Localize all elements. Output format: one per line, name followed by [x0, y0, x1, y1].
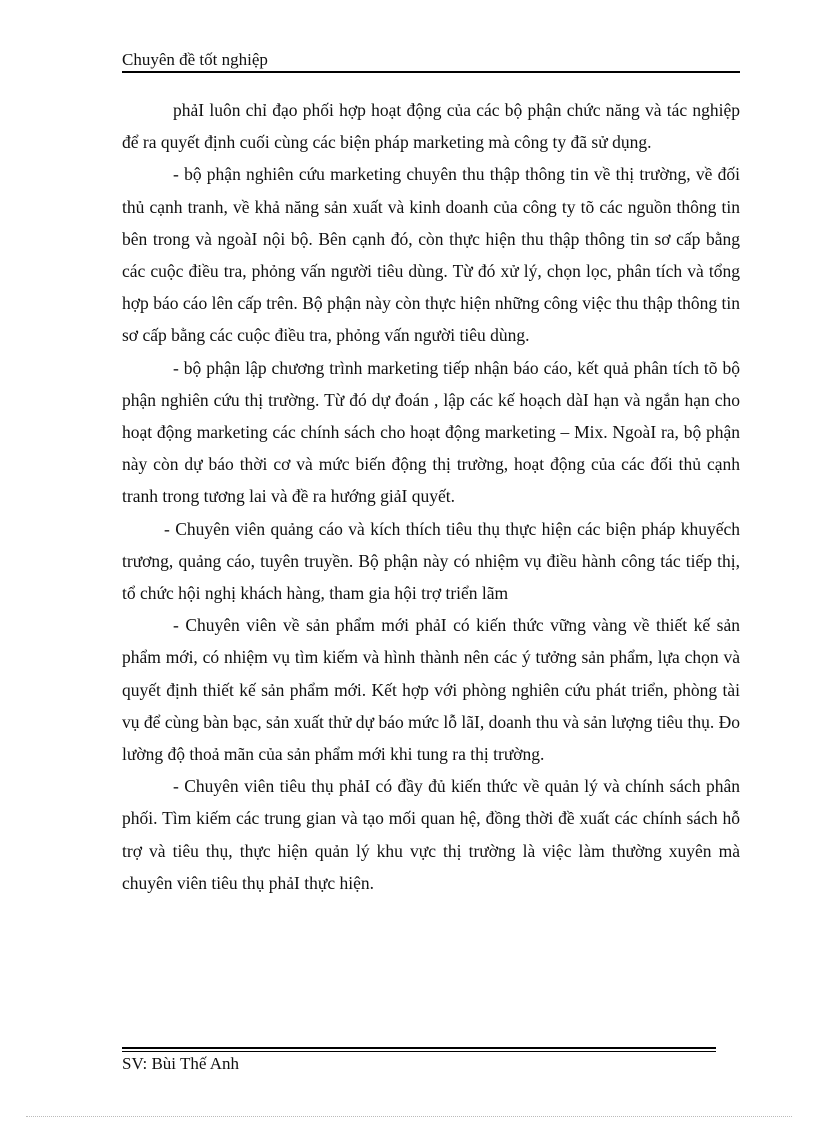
- page-header-title: Chuyên đề tốt nghiệp: [122, 50, 268, 69]
- paragraph: - bộ phận nghiên cứu marketing chuyên thu thập thông tin về thị trường, về đối thủ cạnh tranh, về khả năng sản xuất và kinh doanh của công ty tõ các nguồn thông tin bên trong và ngoàI nội bộ. Bên cạnh đó, còn thực hiện thu thập thông tin sơ cấp bằng các cuộc điều tra, phỏng vấn người tiêu dùng. Từ đó xử lý, chọn lọc, phân tích và tổng hợp báo cáo lên cấp trên. Bộ phận này còn thực hiện những công việc thu thập thông tin sơ cấp bằng các cuộc điều tra, phỏng vấn người tiêu dùng.: [122, 164, 740, 346]
- paragraph: phảI luôn chỉ đạo phối hợp hoạt động của các bộ phận chức năng và tác nghiệp để ra quyết định cuối cùng các biện pháp marketing mà công ty đã sử dụng.: [122, 100, 740, 153]
- document-body: [122, 94, 740, 899]
- footer-divider: [122, 1047, 716, 1049]
- page-bottom-dotted-line: [26, 1116, 792, 1117]
- paragraph: - Chuyên viên tiêu thụ phảI có đầy đủ kiến thức về quản lý và chính sách phân phối. Tìm kiếm các trung gian và tạo mối quan hệ, đồng thời đề xuất các chính sách hỗ trợ và tiêu thụ, thực hiện quản lý khu vực thị trường là việc làm thường xuyên mà chuyên viên tiêu thụ phảI thực hiện.: [122, 776, 740, 893]
- paragraph: - Chuyên viên quảng cáo và kích thích tiêu thụ thực hiện các biện pháp khuyếch trương, quảng cáo, tuyên truyền. Bộ phận này có nhiệm vụ điều hành công tác tiếp thị, tổ chức hội nghị khách hàng, tham gia hội trợ triển lãm: [122, 518, 740, 604]
- paragraph: - bộ phận lập chương trình marketing tiếp nhận báo cáo, kết quả phân tích tõ bộ phận nghiên cứu thị trường. Từ đó dự đoán , lập các kế hoạch dàI hạn và ngắn hạn cho hoạt động marketing các chính sách cho hoạt động marketing – Mix. NgoàI ra, bộ phận này còn dự báo thời cơ và mức biến động thị trường, hoạt động của các đối thủ cạnh tranh trong tương lai và đề ra hướng giảI quyết.: [122, 357, 740, 507]
- header-divider: [122, 71, 740, 73]
- paragraph: - Chuyên viên về sản phẩm mới phảI có kiến thức vững vàng về thiết kế sản phẩm mới, có nhiệm vụ tìm kiếm và hình thành nên các ý tưởng sản phẩm, lựa chọn và quyết định thiết kế sản phẩm mới. Kết hợp với phòng nghiên cứu phát triển, phòng tài vụ để cùng bàn bạc, sản xuất thử dự báo mức lỗ lãI, doanh thu và sản lượng tiêu thụ. Đo lường độ thoả mãn của sản phẩm mới khi tung ra thị trường.: [122, 615, 740, 765]
- footer-divider-thin: [122, 1051, 716, 1052]
- page-footer-author: SV: Bùi Thế Anh: [122, 1054, 239, 1073]
